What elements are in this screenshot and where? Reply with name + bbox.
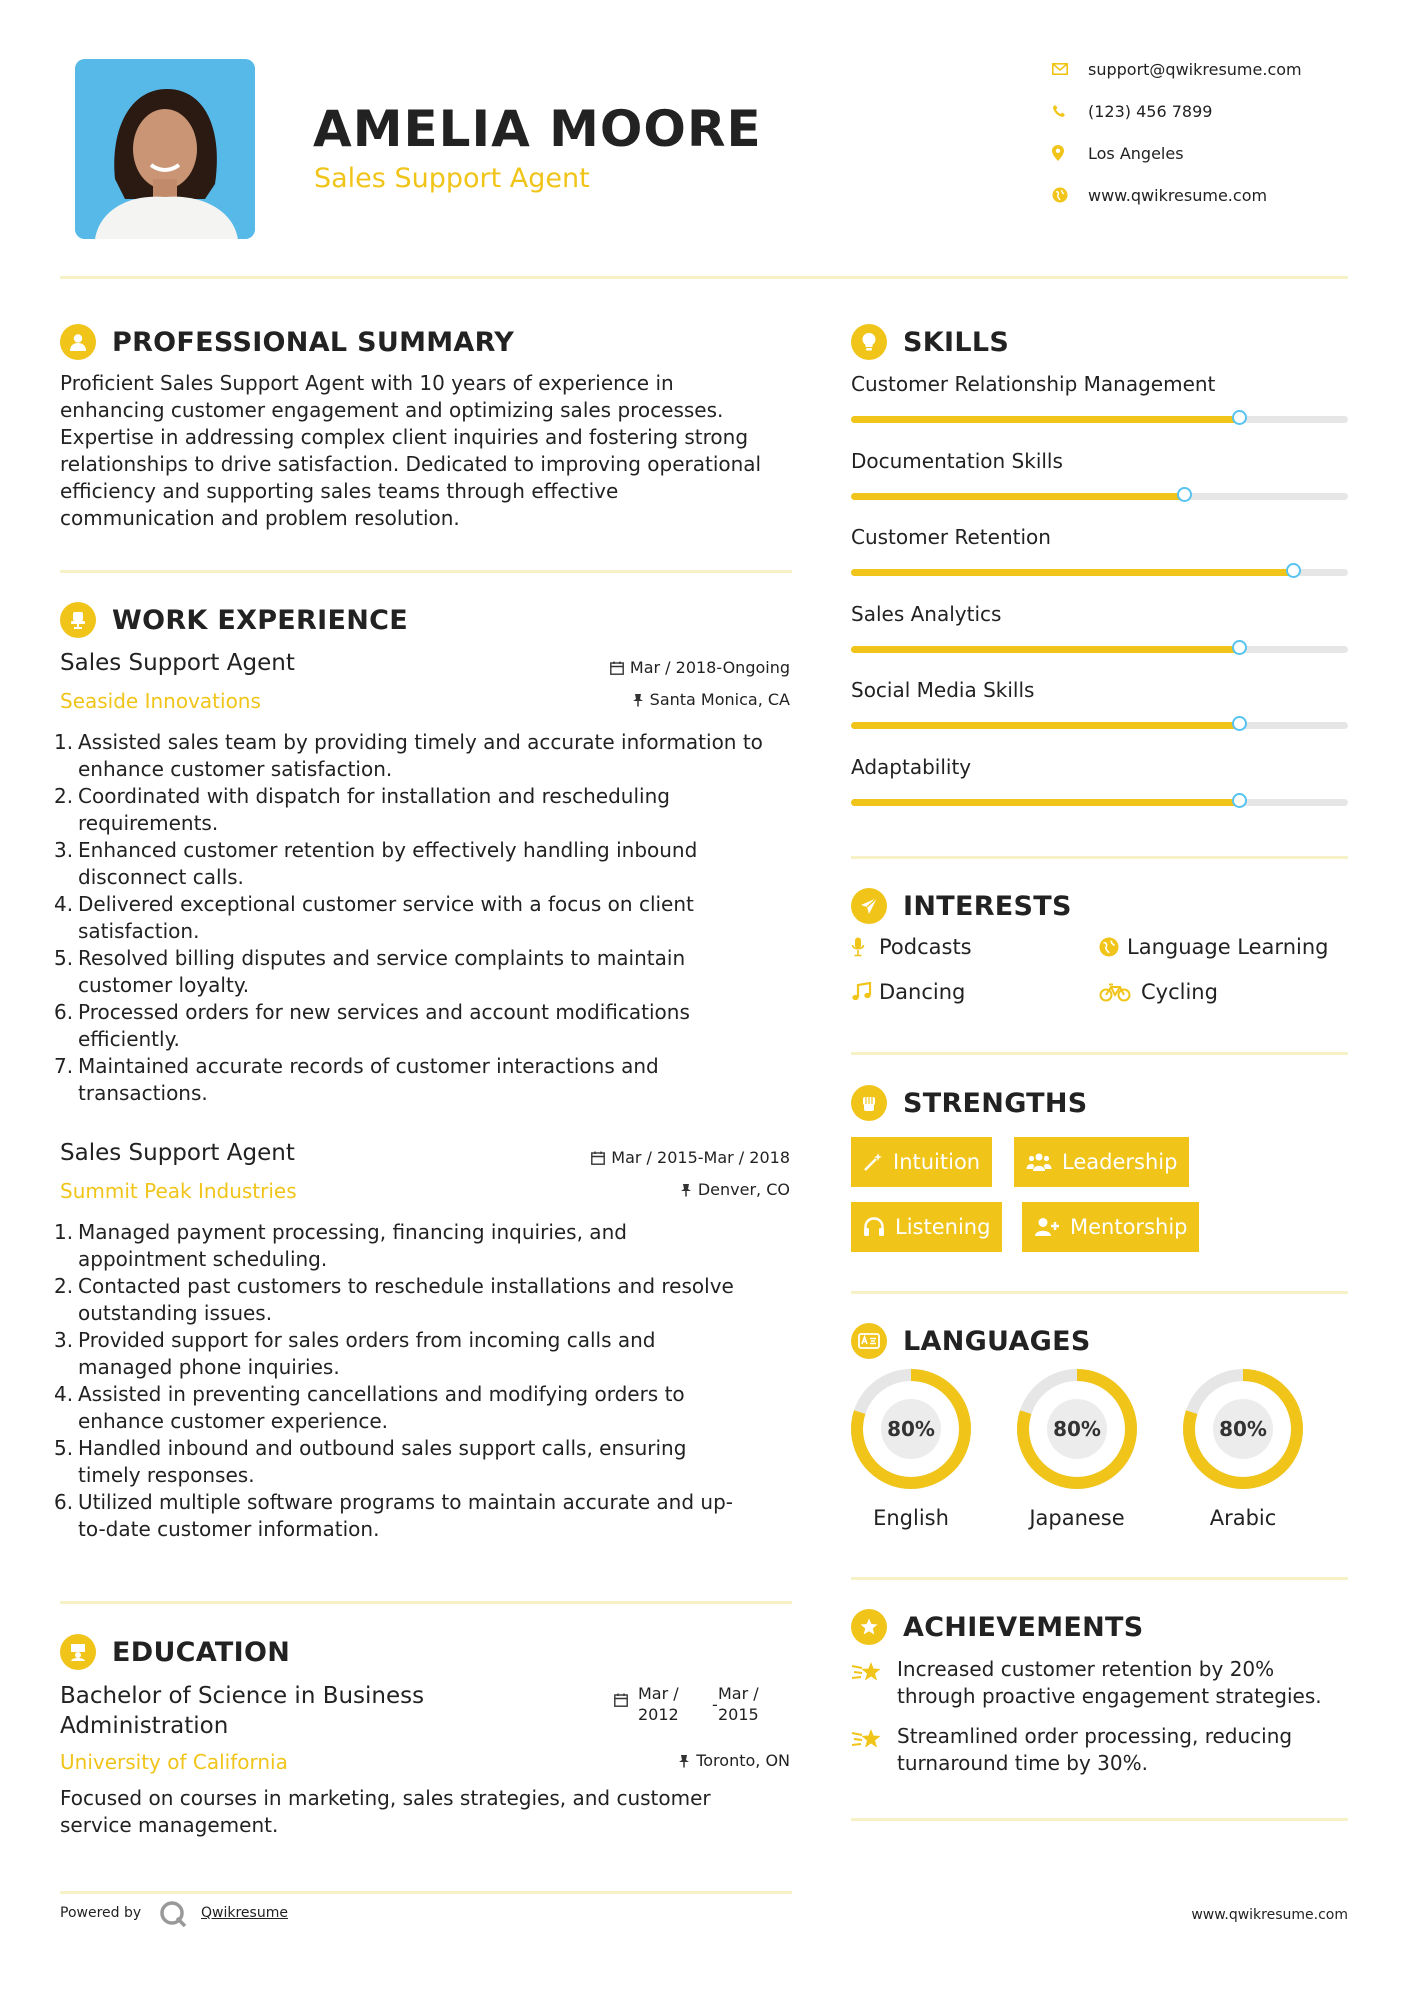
calendar-icon: [614, 1693, 628, 1707]
profile-photo: [75, 59, 255, 239]
education-location-text: Toronto, ON: [696, 1751, 790, 1770]
chair-icon: [60, 602, 96, 638]
experience-heading: [60, 602, 408, 638]
job-location-text: Santa Monica, CA: [649, 690, 790, 709]
skills-heading: [851, 324, 1009, 360]
skill-bar: [851, 799, 1348, 806]
languages-divider: [851, 1577, 1348, 1580]
education-description: Focused on courses in marketing, sales strategies, and customer service management.: [60, 1786, 711, 1837]
summary-line: enhancing customer engagement and optimizing sales processes.: [60, 398, 724, 422]
job-title: Sales Support Agent: [60, 650, 295, 676]
list-item: 7. Maintained accurate records of customer interactions and transactions.: [54, 1054, 659, 1105]
qwikresume-logo-icon: [158, 1899, 188, 1933]
list-item: 1. Managed payment processing, financing inquiries, and appointment scheduling.: [54, 1220, 627, 1271]
job-location: [680, 1180, 790, 1199]
achievement-text: Increased customer retention by 20% through proactive engagement strategies.: [897, 1657, 1322, 1708]
contact-website[interactable]: [1052, 183, 1267, 207]
list-item: 3. Enhanced customer retention by effectively handling inbound disconnect calls.: [54, 838, 698, 889]
skill-bar-knob: [1232, 640, 1247, 655]
music-note-icon: [851, 982, 879, 1002]
list-item: 4. Delivered exceptional customer service with a focus on client satisfaction.: [54, 892, 694, 943]
pushpin-icon: [680, 1183, 692, 1197]
graduation-icon: [60, 1634, 96, 1670]
job-location: [632, 690, 790, 709]
skill-bar: [851, 416, 1348, 423]
achievements-divider: [851, 1818, 1348, 1821]
experience-title: WORK EXPERIENCE: [112, 604, 408, 636]
skill-label: Customer Relationship Management: [851, 372, 1216, 396]
shooting-star-icon: [851, 1656, 897, 1710]
skill-bar-fill: [851, 799, 1239, 806]
skill-bar-knob: [1232, 716, 1247, 731]
skill-bar-fill: [851, 493, 1184, 500]
phone-icon: [1052, 101, 1076, 121]
skill-bar-fill: [851, 722, 1239, 729]
job-date-text: Mar / 2018-Ongoing: [629, 658, 790, 677]
skill-bar-fill: [851, 569, 1293, 576]
interests-heading: [851, 888, 1072, 924]
lightbulb-icon: [851, 324, 887, 360]
footer-website[interactable]: www.qwikresume.com: [1191, 1907, 1348, 1923]
summary-line: communication and problem resolution.: [60, 506, 460, 530]
user-icon: [60, 324, 96, 360]
contact-phone[interactable]: [1052, 99, 1212, 123]
degree-line: Administration: [60, 1713, 229, 1739]
list-item: 5. Resolved billing disputes and service complaints to maintain customer loyalty.: [54, 946, 686, 997]
summary-divider: [60, 570, 792, 573]
strength-tag-intuition: [851, 1137, 992, 1187]
summary-title: PROFESSIONAL SUMMARY: [112, 326, 515, 358]
list-item: 2. Coordinated with dispatch for installation and rescheduling requirements.: [54, 784, 670, 835]
skill-bar-knob: [1177, 487, 1192, 502]
envelope-icon: [1052, 59, 1076, 79]
contact-location-text: Los Angeles: [1088, 143, 1184, 163]
bicycle-icon: [1099, 982, 1141, 1002]
job-title: Sales Support Agent: [60, 1140, 295, 1166]
languages-title: LANGUAGES: [903, 1325, 1091, 1357]
language-name: Japanese: [1029, 1506, 1125, 1530]
language-percent: 80%: [1219, 1417, 1267, 1441]
job-company: Summit Peak Industries: [60, 1179, 297, 1203]
microphone-icon: [851, 937, 879, 957]
education-heading: [60, 1634, 290, 1670]
shooting-star-icon: [851, 1723, 897, 1777]
strength-tag-mentorship: [1022, 1202, 1199, 1252]
paper-plane-icon: [851, 888, 887, 924]
education-date-separator: -: [712, 1695, 718, 1714]
skill-bar-fill: [851, 646, 1239, 653]
header-divider: [60, 276, 1348, 279]
achievement-item: [851, 1656, 1322, 1710]
user-plus-icon: [1034, 1217, 1060, 1237]
skill-label: Documentation Skills: [851, 448, 1063, 473]
calendar-icon: [591, 1151, 605, 1165]
summary-text: [60, 370, 800, 532]
language-name: English: [873, 1506, 949, 1530]
strength-label: Listening: [895, 1215, 991, 1239]
job-company: Seaside Innovations: [60, 689, 261, 713]
strengths-title: STRENGTHS: [903, 1087, 1088, 1119]
language-ring: [1173, 1359, 1313, 1499]
skill-bar: [851, 722, 1348, 729]
school-name: University of California: [60, 1750, 288, 1774]
language-ring: [841, 1359, 981, 1499]
globe-icon: [1052, 185, 1076, 205]
star-badge-icon: [851, 1609, 887, 1645]
powered-by-label: Powered by: [60, 1905, 142, 1921]
interests-title: INTERESTS: [903, 890, 1072, 922]
education-date-start: Mar / 2012: [638, 1684, 679, 1724]
languages-heading: [851, 1323, 1091, 1359]
headphones-icon: [863, 1217, 885, 1237]
list-item: 3. Provided support for sales orders from incoming calls and managed phone inquiries.: [54, 1328, 656, 1379]
interest-label: Language Learning: [1127, 935, 1329, 959]
interest-item-cycling: [1099, 980, 1218, 1004]
degree-title: [60, 1681, 424, 1741]
qwikresume-link[interactable]: Qwikresume: [201, 1905, 288, 1921]
job-date: [591, 1148, 790, 1167]
language-percent: 80%: [1053, 1417, 1101, 1441]
strength-label: Leadership: [1062, 1150, 1178, 1174]
skill-bar: [851, 569, 1348, 576]
skill-bar: [851, 493, 1348, 500]
skill-label: Social Media Skills: [851, 678, 1035, 702]
interests-divider: [851, 1052, 1348, 1055]
interest-item-dancing: [851, 980, 965, 1004]
summary-line: Expertise in addressing complex client inquiries and fostering strong: [60, 425, 749, 449]
skill-label: Customer Retention: [851, 525, 1051, 549]
contact-website-text: www.qwikresume.com: [1088, 185, 1268, 205]
list-item: 6. Utilized multiple software programs to maintain accurate and up- to-date customer information.: [54, 1490, 733, 1541]
skill-bar: [851, 646, 1348, 653]
interest-label: Dancing: [879, 980, 966, 1004]
skill-label: Adaptability: [851, 754, 972, 779]
skill-bar-knob: [1232, 410, 1247, 425]
contact-email[interactable]: [1052, 57, 1302, 81]
magic-wand-icon: [863, 1152, 883, 1172]
interest-item-podcasts: [851, 935, 972, 959]
candidate-name: AMELIA MOORE: [313, 100, 762, 158]
achievement-text: Streamlined order processing, reducing turnaround time by 30%.: [897, 1724, 1293, 1775]
summary-line: efficiency and supporting sales teams through effective: [60, 479, 619, 503]
list-item: 5. Handled inbound and outbound sales support calls, ensuring timely responses.: [54, 1436, 687, 1487]
skill-bar-knob: [1232, 793, 1247, 808]
education-location: [678, 1751, 790, 1770]
fist-icon: [851, 1085, 887, 1121]
skill-bar-fill: [851, 416, 1239, 423]
list-item: 1. Assisted sales team by providing timely and accurate information to enhance customer satisfaction.: [54, 730, 763, 781]
summary-line: Proficient Sales Support Agent with 10 years of experience in: [60, 371, 674, 395]
calendar-icon: [610, 661, 624, 675]
interest-item-language-learning: [1099, 935, 1328, 959]
skill-bar-knob: [1286, 563, 1301, 578]
language-name: Arabic: [1209, 1506, 1277, 1530]
strength-label: Mentorship: [1070, 1215, 1188, 1239]
language-card-icon: [851, 1323, 887, 1359]
globe-icon: [1099, 937, 1127, 957]
strengths-heading: [851, 1085, 1088, 1121]
education-divider: [60, 1891, 792, 1894]
education-date-end: Mar / 2015: [718, 1684, 759, 1724]
contact-phone-text: (123) 456 7899: [1088, 101, 1213, 121]
interest-label: Cycling: [1141, 980, 1218, 1004]
job-date-text: Mar / 2015-Mar / 2018: [611, 1148, 790, 1167]
skill-label: Sales Analytics: [851, 601, 1002, 626]
skills-divider: [851, 856, 1348, 859]
candidate-title: Sales Support Agent: [314, 163, 590, 194]
interest-label: Podcasts: [879, 935, 972, 959]
contact-location: [1052, 141, 1184, 165]
strength-tag-listening: [851, 1202, 1002, 1252]
job-responsibilities: [54, 729, 800, 1107]
list-item: 2. Contacted past customers to reschedule installations and resolve outstanding issues.: [54, 1274, 734, 1325]
language-percent: 80%: [887, 1417, 935, 1441]
map-pin-icon: [1052, 143, 1076, 163]
contact-email-text: support@qwikresume.com: [1088, 59, 1302, 79]
strengths-divider: [851, 1291, 1348, 1294]
achievements-title: ACHIEVEMENTS: [903, 1611, 1144, 1643]
experience-divider: [60, 1601, 792, 1604]
education-date: [612, 1683, 792, 1727]
job-date: [610, 658, 790, 677]
job-location-text: Denver, CO: [697, 1180, 790, 1199]
degree-line: Bachelor of Science in Business: [60, 1683, 425, 1709]
list-item: 4. Assisted in preventing cancellations and modifying orders to enhance customer experience.: [54, 1382, 685, 1433]
summary-line: relationships to drive satisfaction. Dedicated to improving operational: [60, 452, 762, 476]
skills-title: SKILLS: [903, 326, 1010, 358]
summary-heading: [60, 324, 514, 360]
language-ring: [1007, 1359, 1147, 1499]
job-responsibilities: [54, 1219, 800, 1543]
pushpin-icon: [678, 1754, 690, 1768]
achievement-item: [851, 1723, 1292, 1777]
achievements-heading: [851, 1609, 1144, 1645]
strength-label: Intuition: [893, 1150, 981, 1174]
group-icon: [1026, 1152, 1052, 1172]
education-title: EDUCATION: [112, 1636, 291, 1668]
strength-tag-leadership: [1014, 1137, 1189, 1187]
pushpin-icon: [632, 693, 644, 707]
list-item: 6. Processed orders for new services and account modifications efficiently.: [54, 1000, 690, 1051]
